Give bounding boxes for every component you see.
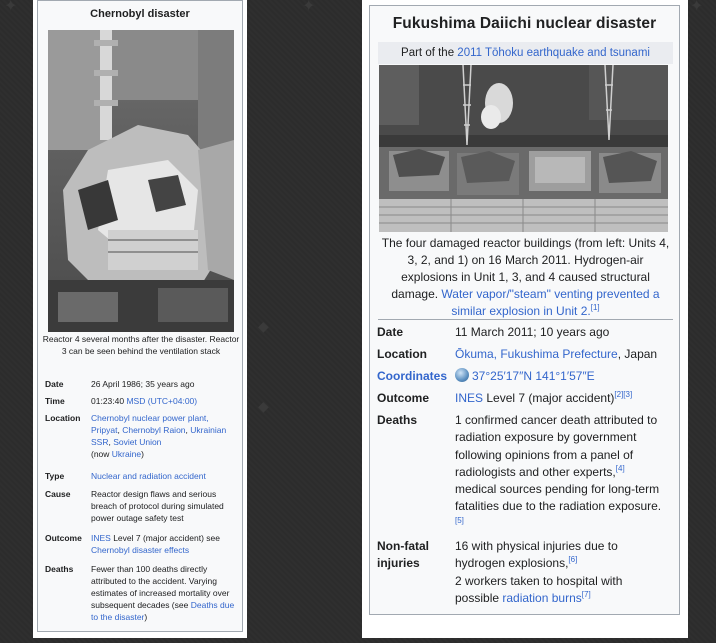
deaths-link[interactable]: Deaths due to the disaster — [91, 600, 235, 622]
msd-link[interactable]: MSD — [126, 396, 146, 406]
raion-link[interactable]: Chernobyl Raion — [122, 425, 186, 435]
part-of-text — [378, 47, 673, 59]
separator: , — [117, 425, 123, 435]
fukushima-infobox — [369, 5, 680, 615]
now-suffix: ) — [141, 449, 144, 459]
row-label: Time — [45, 396, 65, 406]
row-label: Type — [45, 471, 65, 481]
divider — [378, 319, 673, 320]
row-value — [455, 538, 669, 607]
row-label: Location — [45, 413, 81, 423]
row-value — [91, 563, 241, 623]
reference-link[interactable]: [5] — [455, 515, 464, 525]
utc-link[interactable]: (UTC+04:00) — [147, 396, 198, 406]
coordinates-link[interactable]: 37°25′17″N 141°1′57″E — [472, 369, 595, 383]
image-caption — [378, 235, 673, 320]
row-label: Outcome — [45, 533, 82, 543]
fukushima-infobox-card — [362, 0, 688, 638]
caption-text: The four damaged reactor buildings (from left: Units 4, 3, 2, and 1) on 16 March 2011. Hydrogen-air explosions in Unit 1, 3, and 4 caused structural damage. — [381, 236, 670, 301]
fukushima-reactors-photo[interactable] — [379, 65, 668, 232]
row-label: Deaths — [45, 564, 74, 574]
slide-side-mark: ◆ — [258, 318, 269, 334]
slide-corner-mark: ✦ — [690, 0, 704, 15]
deaths-text: Fewer than 100 deaths directly attributed to the accident. Varying estimates of increased mortality over subsequent decades (see — [91, 564, 230, 610]
row-label: Location — [377, 347, 427, 361]
injuries-text: 16 with physical injuries due to hydrogen explosions, — [455, 539, 618, 571]
row-value — [91, 412, 241, 460]
okuma-link[interactable]: Ōkuma, Fukushima Prefecture — [455, 347, 618, 361]
reference-link[interactable]: [2][3] — [614, 390, 633, 399]
row-value — [91, 532, 241, 556]
plant-link[interactable]: Chernobyl nuclear power plant, — [91, 413, 209, 423]
row-value — [455, 368, 669, 385]
reference-link[interactable]: [1] — [590, 303, 600, 312]
location-text: , Japan — [617, 347, 658, 361]
separator: , — [108, 437, 114, 447]
row-value: Reactor design flaws and serious breach of protocol during simulated power outage safety test — [91, 489, 224, 523]
steam-venting-link[interactable]: Water vapor/"steam" venting prevented a similar explosion in Unit 2. — [441, 287, 660, 318]
ukrainian-link[interactable]: Ukrainian — [190, 425, 227, 435]
row-label: Cause — [45, 489, 71, 499]
now-prefix: (now — [91, 449, 112, 459]
ssr-link[interactable]: SSR — [91, 437, 109, 447]
image-caption: Reactor 4 several months after the disaster. Reactor 3 can be seen behind the ventilation stack — [42, 334, 240, 356]
row-value — [91, 395, 241, 407]
chernobyl-infobox-card — [33, 0, 247, 638]
row-label: Non-fatal injuries — [377, 539, 429, 571]
chernobyl-infobox — [37, 0, 243, 632]
time-text: 01:23:40 — [91, 396, 125, 406]
infobox-title: Fukushima Daiichi nuclear disaster — [392, 15, 657, 32]
slide-corner-mark: ✦ — [4, 0, 18, 15]
reference-link[interactable]: [7] — [581, 589, 591, 599]
type-link[interactable]: Nuclear and radiation accident — [91, 471, 206, 481]
row-value — [455, 346, 669, 363]
row-value — [455, 412, 669, 533]
ines-link[interactable]: INES — [91, 533, 111, 543]
globe-icon[interactable] — [455, 368, 469, 382]
slide-side-mark: ◆ — [258, 398, 269, 414]
ukraine-link[interactable]: Ukraine — [111, 449, 142, 459]
part-of-prefix: Part of the — [401, 47, 458, 59]
radiation-burns-link[interactable]: radiation burns — [502, 590, 582, 605]
reference-link[interactable]: [6] — [568, 555, 578, 565]
deaths-close: ) — [144, 612, 148, 622]
injuries-text-2: 2 workers taken to hospital with possible — [455, 573, 623, 605]
coordinates-label-link[interactable]: Coordinates — [377, 369, 448, 383]
slide-corner-mark: ✦ — [302, 0, 316, 15]
deaths-text: 1 confirmed cancer death attributed to radiation exposure by government following opinions from a panel of radiologists and other experts, — [455, 413, 658, 479]
outcome-text: Level 7 (major accident) see — [110, 533, 220, 543]
tohoku-earthquake-link[interactable]: 2011 Tōhoku earthquake and tsunami — [457, 47, 650, 59]
chernobyl-reactor-photo[interactable] — [48, 30, 234, 332]
soviet-union-link[interactable]: Soviet Union — [113, 437, 162, 447]
row-value: 26 April 1986; 35 years ago — [91, 379, 195, 389]
pripyat-link[interactable]: Pripyat — [91, 425, 118, 435]
effects-link[interactable]: Chernobyl disaster effects — [91, 545, 190, 555]
row-label: Date — [45, 379, 64, 389]
outcome-text: Level 7 (major accident) — [483, 391, 615, 405]
row-value: 11 March 2011; 10 years ago — [455, 325, 610, 339]
deaths-text-2: medical sources pending for long-term fatalities due to the radiation exposure. — [455, 482, 662, 514]
row-label: Outcome — [377, 391, 430, 405]
part-of-band — [378, 42, 673, 64]
separator: , — [185, 425, 191, 435]
ines-link[interactable]: INES — [455, 391, 484, 405]
infobox-title: Chernobyl disaster — [90, 8, 190, 20]
reference-link[interactable]: [4] — [615, 463, 625, 473]
row-label: Date — [377, 325, 404, 339]
row-value — [455, 390, 669, 407]
row-label: Deaths — [377, 413, 418, 427]
